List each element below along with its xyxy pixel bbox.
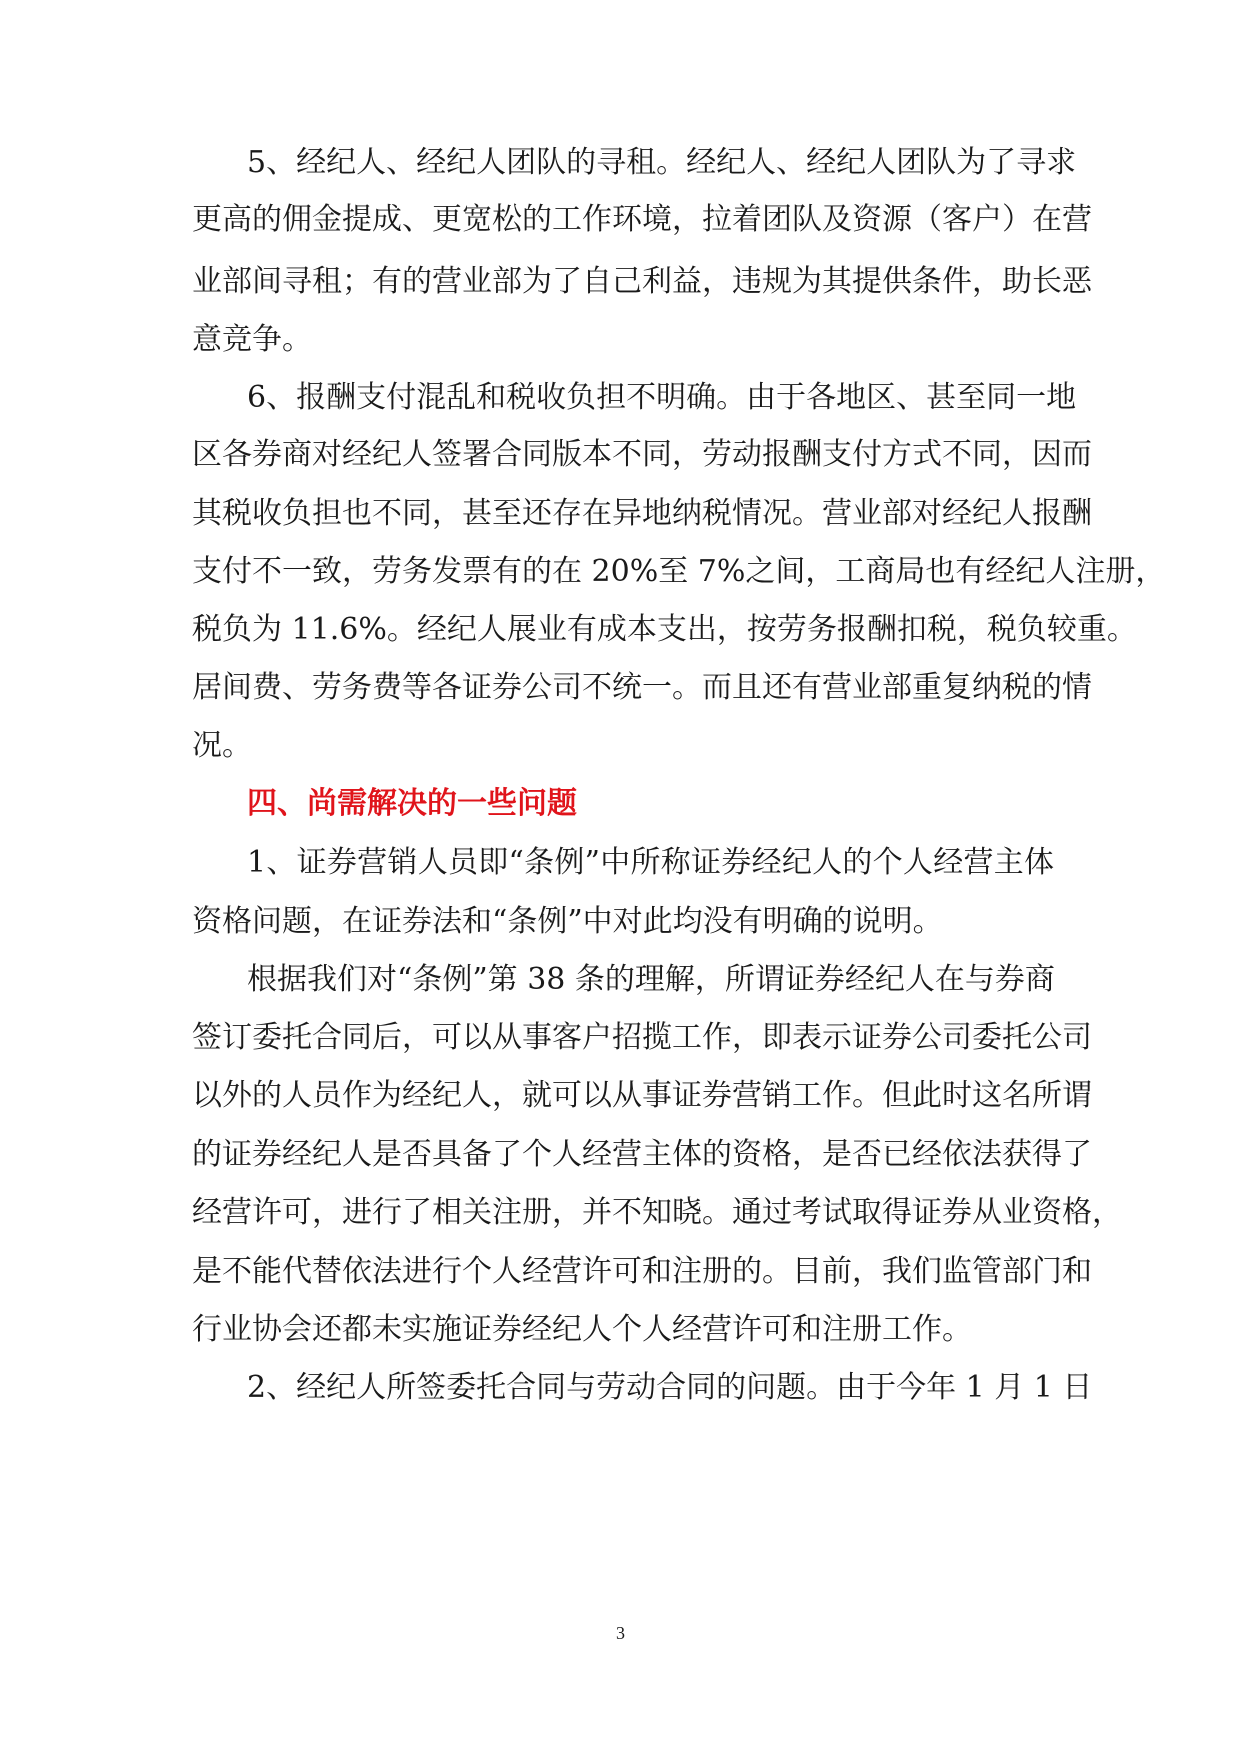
- item5-line-1: 5、经纪人、经纪人团队的寻租。经纪人、经纪人团队为了寻求: [247, 145, 1077, 180]
- issue2-line-1: 2、经纪人所签委托合同与劳动合同的问题。由于今年 1 月 1 日: [247, 1370, 1093, 1405]
- item6-line-1: 6、报酬支付混乱和税收负担不明确。由于各地区、甚至同一地: [247, 380, 1077, 415]
- para-line-4: 的证券经纪人是否具备了个人经营主体的资格，是否已经依法获得了: [192, 1137, 1092, 1172]
- para-line-2: 签订委托合同后，可以从事客户招揽工作，即表示证券公司委托公司: [192, 1020, 1092, 1055]
- issue1-line-2: 资格问题，在证券法和“条例”中对此均没有明确的说明。: [192, 904, 943, 939]
- item5-line-2: 更高的佣金提成、更宽松的工作环境，拉着团队及资源（客户）在营: [192, 202, 1092, 237]
- item5-line-3: 业部间寻租；有的营业部为了自己利益，违规为其提供条件，助长恶: [192, 264, 1092, 299]
- para-line-3: 以外的人员作为经纪人，就可以从事证券营销工作。但此时这名所谓: [192, 1078, 1092, 1113]
- page-number: 3: [616, 1623, 625, 1643]
- item6-line-6: 居间费、劳务费等各证券公司不统一。而且还有营业部重复纳税的情: [192, 670, 1092, 705]
- item6-line-4: 支付不一致，劳务发票有的在 20%至 7%之间，工商局也有经纪人注册，: [192, 554, 1166, 589]
- item6-line-2: 区各券商对经纪人签署合同版本不同，劳动报酬支付方式不同，因而: [192, 437, 1092, 472]
- section-heading: 四、尚需解决的一些问题: [247, 786, 577, 821]
- item6-line-5: 税负为 11.6%。经纪人展业有成本支出，按劳务报酬扣税，税负较重。: [192, 612, 1137, 647]
- issue1-line-1: 1、证券营销人员即“条例”中所称证券经纪人的个人经营主体: [247, 845, 1054, 880]
- para-line-7: 行业协会还都未实施证券经纪人个人经营许可和注册工作。: [192, 1312, 972, 1347]
- para-line-5: 经营许可，进行了相关注册，并不知晓。通过考试取得证券从业资格，: [192, 1195, 1122, 1230]
- item5-line-4: 意竞争。: [192, 322, 312, 357]
- item6-line-7: 况。: [192, 728, 252, 763]
- para-line-1: 根据我们对“条例”第 38 条的理解，所谓证券经纪人在与券商: [247, 962, 1055, 997]
- para-line-6: 是不能代替依法进行个人经营许可和注册的。目前，我们监管部门和: [192, 1254, 1092, 1289]
- item6-line-3: 其税收负担也不同，甚至还存在异地纳税情况。营业部对经纪人报酬: [192, 496, 1092, 531]
